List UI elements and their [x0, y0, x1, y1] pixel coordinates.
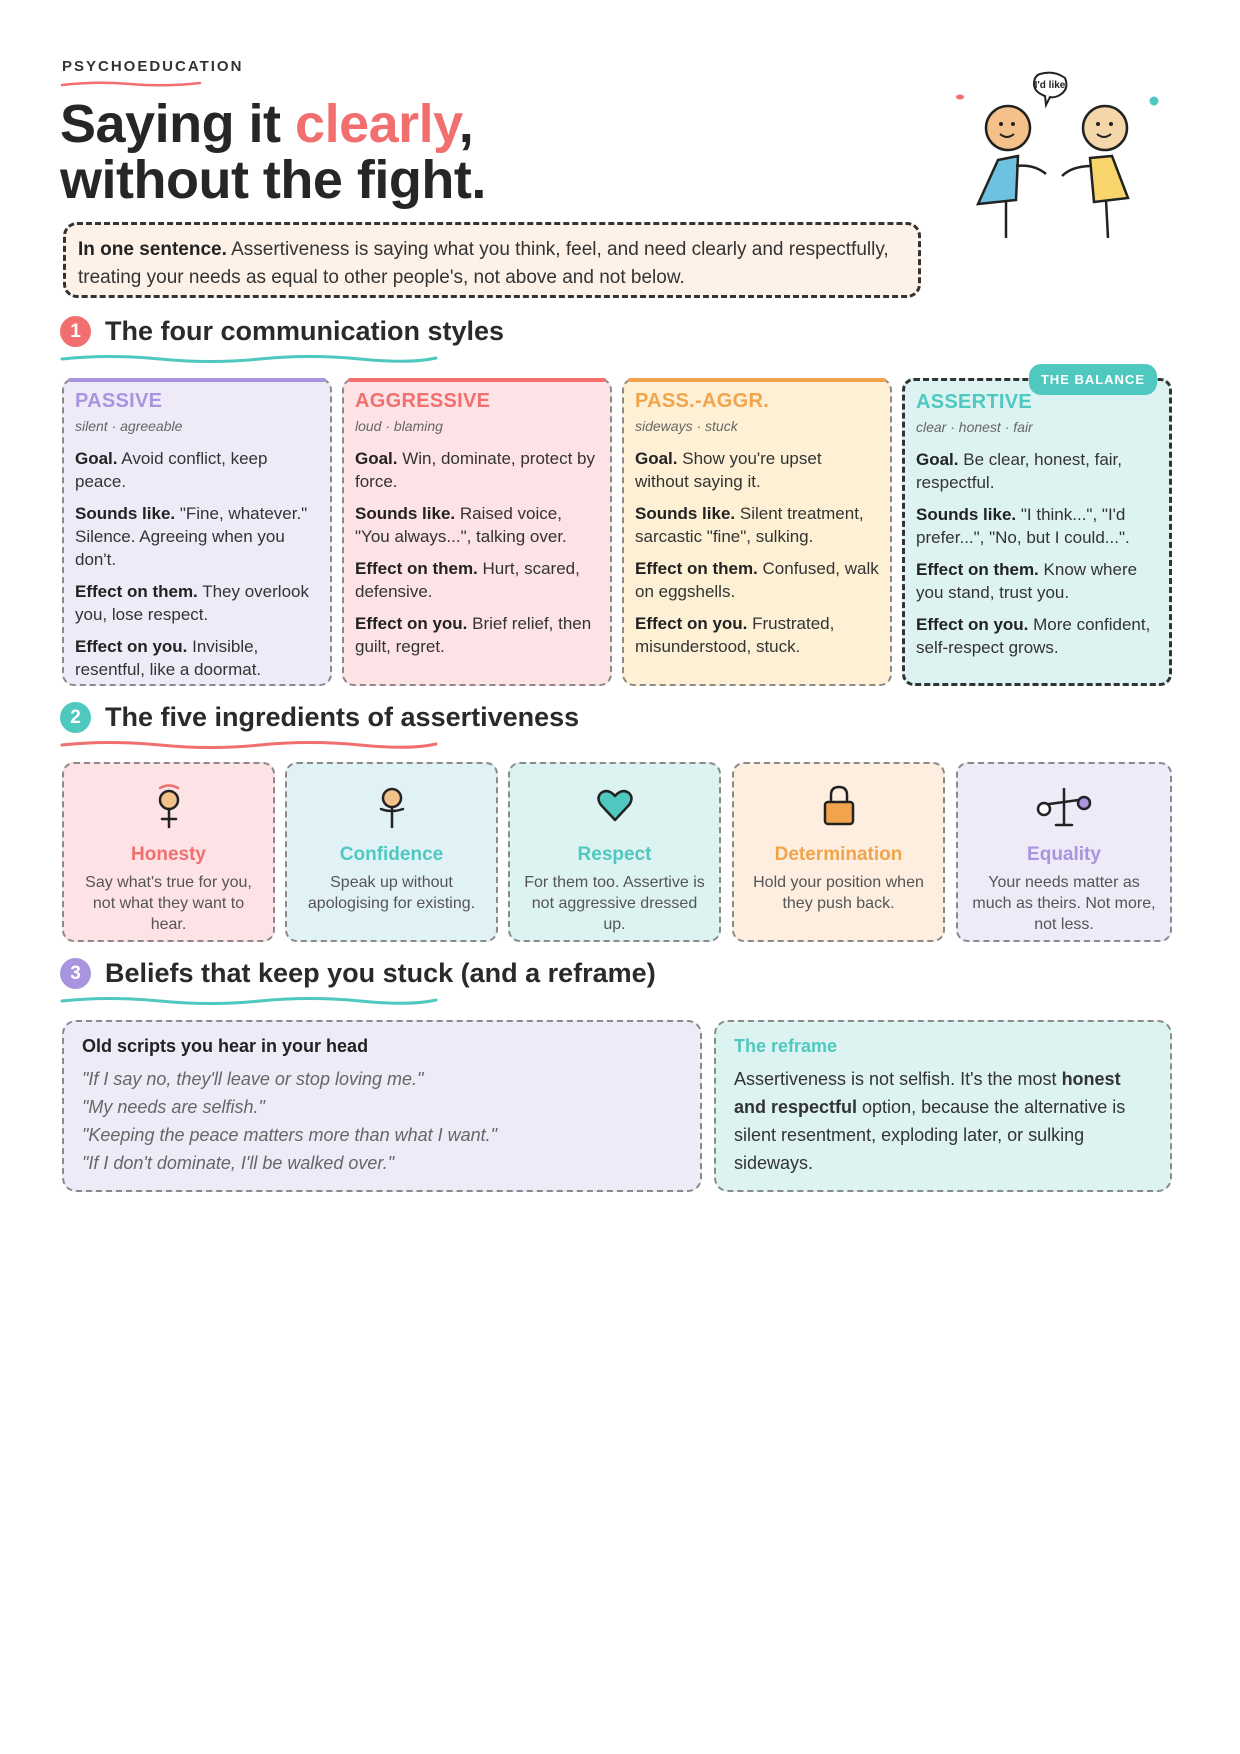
- style-sounds: Sounds like. Silent treatment, sarcastic "fine", sulking.: [635, 504, 864, 546]
- ingredient-name: Respect: [577, 844, 652, 865]
- ingredient-desc: For them too. Assertive is not aggressive dressed up.: [524, 874, 705, 933]
- style-effect-you: Effect on you. Invisible, resentful, like a doormat.: [75, 637, 262, 679]
- ingredient-name: Confidence: [339, 844, 444, 865]
- ingredient-name: Equality: [1027, 844, 1101, 865]
- script-line: "My needs are selfish.": [82, 1097, 265, 1117]
- person-right-head-icon: [1083, 106, 1127, 150]
- eyebrow-label: PSYCHOEDUCATION: [62, 58, 244, 75]
- section-3-underline: [60, 996, 438, 1006]
- summary-lead: In one sentence.: [78, 239, 227, 260]
- style-name: PASSIVE: [75, 390, 163, 412]
- section-1-underline: [60, 354, 438, 364]
- female-symbol-icon: [64, 782, 273, 830]
- style-effect-them: Effect on them. They overlook you, lose respect.: [75, 582, 309, 624]
- reframe-box: [714, 1020, 1172, 1192]
- style-effect-you: Effect on you. Frustrated, misunderstood, stuck.: [635, 614, 835, 656]
- ingredient-desc: Hold your position when they push back.: [753, 874, 924, 912]
- style-card-aggressive: [342, 378, 612, 686]
- style-tags: sideways · stuck: [635, 418, 738, 434]
- style-card-passive: [62, 378, 332, 686]
- ingredient-name: Determination: [774, 844, 903, 865]
- style-tags: loud · blaming: [355, 418, 443, 434]
- section-1-header: [60, 316, 504, 347]
- section-number: 3: [60, 958, 91, 989]
- script-line: "If I say no, they'll leave or stop loving me.": [82, 1069, 424, 1089]
- person-left-head-icon: [986, 106, 1030, 150]
- script-line: "If I don't dominate, I'll be walked over.": [82, 1153, 395, 1173]
- style-sounds: Sounds like. Raised voice, "You always...", talking over.: [355, 504, 567, 546]
- reframe-heading: The reframe: [734, 1036, 838, 1056]
- style-goal: Goal. Avoid conflict, keep peace.: [75, 449, 268, 491]
- coral-dot-icon: [956, 95, 964, 100]
- section-2-header: [60, 702, 579, 733]
- summary-box: [63, 222, 921, 298]
- title-part1: Saying it: [60, 94, 296, 154]
- style-name: ASSERTIVE: [916, 391, 1033, 413]
- teal-dot-icon: [1150, 97, 1159, 106]
- style-tags: silent · agreeable: [75, 418, 183, 434]
- style-goal: Goal. Be clear, honest, fair, respectful.: [916, 450, 1122, 492]
- title-part2: ,: [458, 94, 474, 154]
- style-tags: clear · honest · fair: [916, 419, 1033, 435]
- eyebrow-underline: [60, 80, 202, 88]
- scales-icon: [958, 782, 1170, 830]
- ingredient-card-determination: [732, 762, 945, 942]
- heart-icon: [510, 782, 719, 830]
- script-line: "Keeping the peace matters more than what I want.": [82, 1125, 498, 1145]
- section-title: The five ingredients of assertiveness: [105, 702, 580, 732]
- title-line2: without the fight.: [60, 150, 486, 210]
- title-accent: clearly: [295, 94, 459, 154]
- style-effect-them: Effect on them. Know where you stand, trust you.: [916, 560, 1138, 602]
- person-right-body-icon: [1090, 156, 1128, 202]
- person-pin-icon: [287, 782, 496, 830]
- balance-badge: THE BALANCE: [1029, 364, 1157, 395]
- person-left-body-icon: [978, 156, 1018, 204]
- style-card-passive-aggressive: [622, 378, 892, 686]
- section-title: The four communication styles: [105, 316, 505, 346]
- style-sounds: Sounds like. "Fine, whatever." Silence. Agreeing when you don't.: [75, 504, 308, 569]
- reframe-text: Assertiveness is not selfish. It's the most honest and respectful option, because the alternative is silent resentment, exploding later, or sulking sideways.: [734, 1069, 1126, 1173]
- section-number: 1: [60, 316, 91, 347]
- section-2-underline: [60, 740, 438, 750]
- style-effect-them: Effect on them. Confused, walk on eggshells.: [635, 559, 879, 601]
- style-name: PASS.-AGGR.: [635, 390, 770, 412]
- style-effect-you: Effect on you. Brief relief, then guilt, regret.: [355, 614, 592, 656]
- section-3-header: [60, 958, 656, 989]
- two-people-illustration: [950, 66, 1180, 266]
- style-goal: Goal. Show you're upset without saying it.: [635, 449, 822, 491]
- style-goal: Goal. Win, dominate, protect by force.: [355, 449, 595, 491]
- style-effect-you: Effect on you. More confident, self-respect grows.: [916, 615, 1151, 657]
- ingredient-card-respect: [508, 762, 721, 942]
- style-card-assertive: [902, 372, 1172, 686]
- lock-icon: [734, 782, 943, 830]
- style-effect-them: Effect on them. Hurt, scared, defensive.: [355, 559, 580, 601]
- section-number: 2: [60, 702, 91, 733]
- speech-bubble-text: I'd like: [1034, 80, 1066, 91]
- ingredient-card-confidence: [285, 762, 498, 942]
- old-scripts-box: [62, 1020, 702, 1192]
- ingredient-name: Honesty: [131, 844, 206, 865]
- style-sounds: Sounds like. "I think...", "I'd prefer...", "No, but I could...".: [916, 505, 1130, 547]
- ingredient-desc: Speak up without apologising for existing.: [307, 874, 476, 912]
- page-title: [60, 96, 486, 208]
- ingredient-card-equality: [956, 762, 1172, 942]
- section-title: Beliefs that keep you stuck (and a reframe): [105, 958, 656, 988]
- ingredient-desc: Say what's true for you, not what they want to hear.: [85, 874, 252, 933]
- summary-text: Assertiveness is saying what you think, feel, and need clearly and respectfully, treating your needs as equal to other people's, not above and not below.: [78, 239, 889, 288]
- old-scripts-heading: Old scripts you hear in your head: [82, 1036, 369, 1056]
- style-name: AGGRESSIVE: [355, 390, 491, 412]
- ingredient-card-honesty: [62, 762, 275, 942]
- ingredient-desc: Your needs matter as much as theirs. Not more, not less.: [972, 874, 1156, 933]
